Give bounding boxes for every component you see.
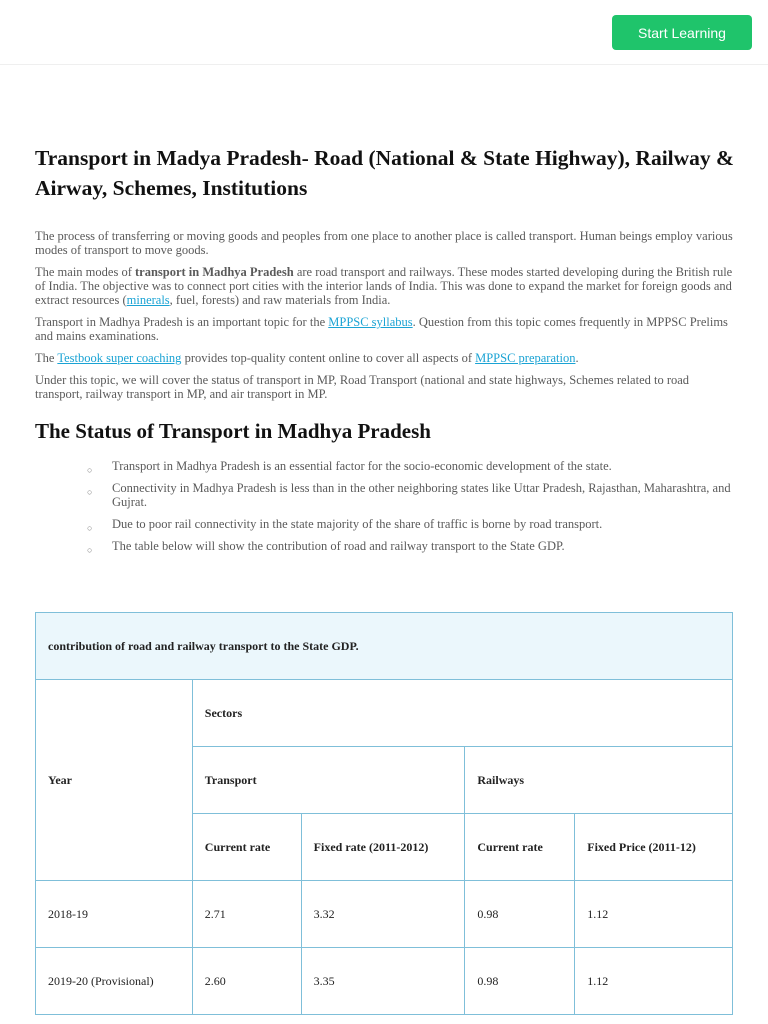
column-header: Fixed rate (2011-2012) [301, 814, 465, 881]
table-row [36, 948, 733, 1015]
mppsc-preparation-link[interactable]: MPPSC preparation [475, 351, 576, 365]
table-caption-row [36, 613, 733, 680]
railways-header: Railways [465, 747, 733, 814]
list-item-text: Due to poor rail connectivity in the state majority of the share of traffic is borne by road transport. [112, 517, 603, 531]
table-cell: 2019-20 (Provisional) [36, 948, 193, 1015]
status-bullet-list [35, 459, 735, 553]
bullet-icon: ○ [87, 523, 93, 533]
year-header: Year [36, 680, 193, 881]
list-item [87, 481, 735, 509]
article [35, 143, 735, 561]
column-header: Current rate [465, 814, 575, 881]
table-cell: 2018-19 [36, 881, 193, 948]
table-caption: contribution of road and railway transport to the State GDP. [36, 613, 733, 680]
gdp-contribution-table [35, 612, 733, 1015]
text-segment: provides top-quality content online to cover all aspects of [181, 351, 476, 365]
column-header: Fixed Price (2011-12) [575, 814, 733, 881]
text-segment: Transport in Madhya Pradesh is an important topic for the [35, 315, 329, 329]
super-coaching-link[interactable]: Testbook super coaching [57, 351, 182, 365]
column-header: Current rate [192, 814, 301, 881]
mppsc-syllabus-link[interactable]: MPPSC syllabus [328, 315, 413, 329]
list-item-text: Transport in Madhya Pradesh is an essential factor for the socio-economic development of the state. [112, 459, 612, 473]
table-cell: 0.98 [465, 948, 575, 1015]
bullet-icon: ○ [87, 545, 93, 555]
list-item-text: Connectivity in Madhya Pradesh is less than in the other neighboring states like Uttar Pradesh, Rajasthan, Maharashtra, and Gujrat. [112, 481, 731, 509]
bullet-icon: ○ [87, 487, 93, 497]
table-cell: 2.71 [192, 881, 301, 948]
list-item [87, 539, 735, 553]
text-segment: . Question from this topic comes frequently in MPPSC Prelims and mains examinations. [35, 315, 728, 343]
list-item [87, 517, 735, 531]
list-item [87, 459, 735, 473]
topic-overview-paragraph: Under this topic, we will cover the status of transport in MP, Road Transport (national and state highways, Schemes related to road transport, railway transport in MP, and air transport in MP. [35, 373, 690, 401]
minerals-link[interactable]: minerals [126, 293, 170, 307]
bold-term: transport in Madhya Pradesh [134, 265, 294, 279]
sectors-header: Sectors [192, 680, 732, 747]
start-learning-button[interactable]: Start Learning [612, 15, 752, 50]
top-bar [0, 0, 768, 65]
table-row [36, 881, 733, 948]
bullet-icon: ○ [87, 465, 93, 475]
table-cell: 3.32 [301, 881, 465, 948]
section-heading: The Status of Transport in Madhya Pradesh [35, 419, 431, 443]
table-cell: 2.60 [192, 948, 301, 1015]
table-cell: 3.35 [301, 948, 465, 1015]
article-title: Transport in Madya Pradesh- Road (National & State Highway), Railway & Airway, Schemes, Institutions [35, 146, 734, 200]
table-header-row [36, 680, 733, 747]
syllabus-paragraph [35, 315, 735, 343]
table-cell: 1.12 [575, 881, 733, 948]
coaching-paragraph [35, 351, 735, 365]
table-cell: 0.98 [465, 881, 575, 948]
text-segment: . [575, 351, 579, 365]
modes-paragraph [35, 265, 735, 307]
text-segment: are road transport and railways. These modes started developing during the British rule of India. The objective was to connect port cities with the interior lands of India. This was done to expand the market for foreign goods and extract resources ( [35, 265, 733, 307]
text-segment: , fuel, forests) and raw materials from India. [169, 293, 391, 307]
intro-paragraph: The process of transferring or moving goods and peoples from one place to another place is called transport. Human beings employ various modes of transport to move goods. [35, 229, 733, 257]
text-segment: The main modes of [35, 265, 135, 279]
table-cell: 1.12 [575, 948, 733, 1015]
text-segment: The [35, 351, 58, 365]
list-item-text: The table below will show the contribution of road and railway transport to the State GDP. [112, 539, 565, 553]
transport-header: Transport [192, 747, 465, 814]
